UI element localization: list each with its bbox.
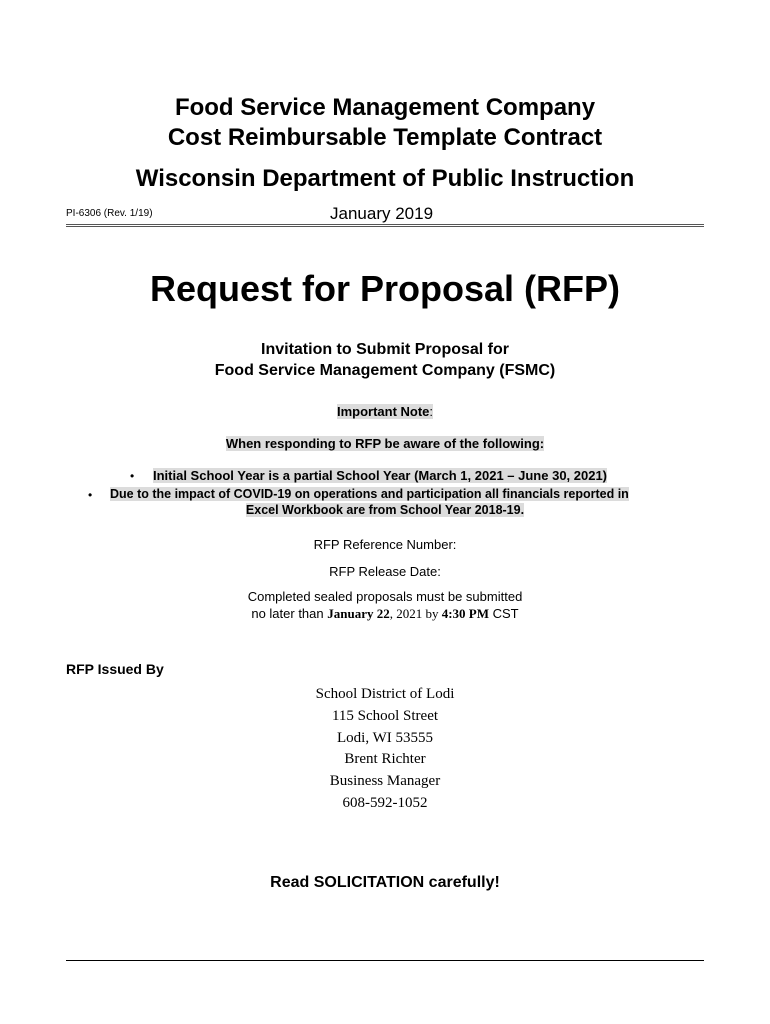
issued-by-label: RFP Issued By — [66, 661, 164, 677]
issuer-line: 608-592-1052 — [342, 795, 428, 811]
title-line-1: Food Service Management Company — [174, 94, 596, 121]
deadline-line-1: Completed sealed proposals must be submitted — [247, 589, 523, 604]
important-note-colon: : — [429, 404, 434, 419]
release-date-label: RFP Release Date: — [329, 564, 441, 579]
issuer-line: Brent Richter — [344, 751, 426, 767]
form-number: PI-6306 (Rev. 1/19) — [66, 208, 153, 219]
page-title: Request for Proposal (RFP) — [149, 268, 621, 309]
issuer-line: Lodi, WI 53555 — [337, 730, 433, 746]
title-line-3: Wisconsin Department of Public Instruction — [135, 165, 635, 192]
header-rule — [66, 224, 704, 227]
bullet-item-1: Initial School Year is a partial School Year (March 1, 2021 – June 30, 2021) — [153, 468, 608, 483]
awareness-line: When responding to RFP be aware of the following: — [225, 436, 545, 451]
invitation-line-1: Invitation to Submit Proposal for — [261, 341, 509, 358]
footer-rule — [66, 960, 704, 961]
invitation-line-2: Food Service Management Company (FSMC) — [214, 362, 556, 379]
title-line-2: Cost Reimbursable Template Contract — [167, 124, 603, 151]
important-note-label: Important Note — [336, 404, 430, 419]
issuer-line: 115 School Street — [331, 708, 439, 724]
bullet-item-2-continued: Excel Workbook are from School Year 2018-19. — [245, 503, 525, 517]
bullet-icon: • — [88, 488, 93, 502]
important-note — [0, 404, 770, 419]
deadline-time: 4:30 PM — [441, 606, 490, 621]
deadline-date: January 22 — [327, 606, 390, 621]
read-solicitation-note: Read SOLICITATION carefully! — [270, 874, 500, 891]
issuer-line: Business Manager — [329, 773, 441, 789]
bullet-icon: • — [130, 469, 135, 483]
reference-number-label: RFP Reference Number: — [313, 537, 457, 552]
document-date: January 2019 — [330, 204, 434, 223]
bullet-item-2: Due to the impact of COVID-19 on operations and participation all financials reported in — [110, 487, 629, 501]
issuer-line: School District of Lodi — [315, 686, 455, 702]
deadline-line-2: no later than January 22, 2021 by 4:30 PM CST — [251, 606, 519, 621]
